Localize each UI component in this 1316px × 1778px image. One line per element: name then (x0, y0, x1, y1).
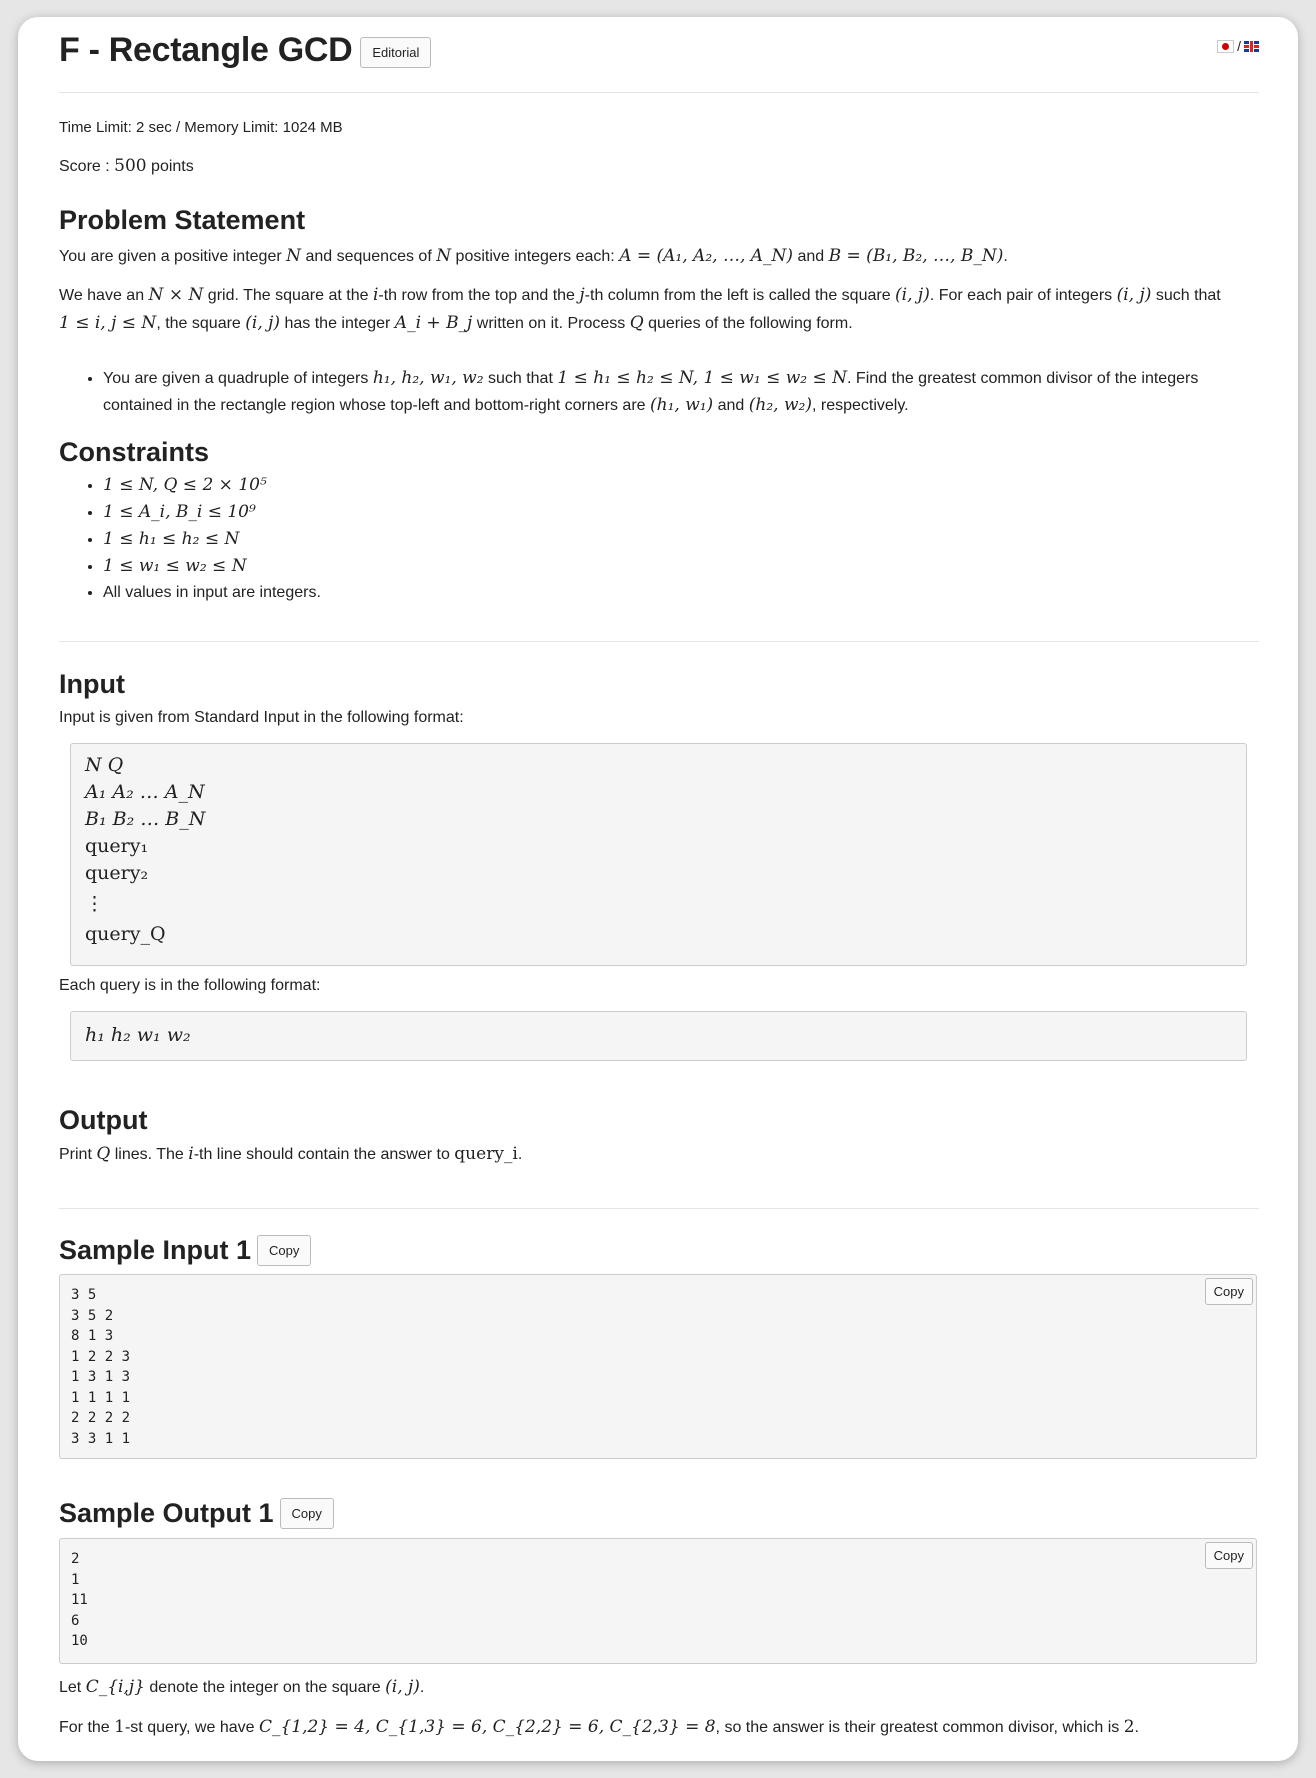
statement-text: . (1003, 248, 1008, 265)
math: N × N (148, 285, 204, 305)
sample-line: 11 (71, 1592, 88, 1608)
sample-line: 6 (71, 1612, 80, 1629)
math: 1 ≤ w₁ ≤ w₂ ≤ N (103, 556, 247, 576)
constraints-list (59, 472, 321, 606)
list-item (103, 365, 1263, 419)
page-title: F - Rectangle GCD (59, 31, 353, 69)
input-heading: Input (59, 669, 125, 699)
sample-input-1-heading: Sample Input 1 (59, 1235, 252, 1265)
score-label: Score : (59, 158, 110, 175)
statement-text: , the square (156, 315, 246, 332)
math: j (579, 285, 585, 305)
sample-line: 3 5 (71, 1287, 97, 1303)
sample-input-1-text (71, 1285, 130, 1449)
constraint-text: All values in input are integers. (103, 584, 321, 601)
explanation-text: -st query, we have (124, 1719, 259, 1736)
math: i (188, 1144, 194, 1164)
title-row (59, 31, 431, 70)
statement-text: has the integer (280, 315, 395, 332)
statement-text: We have an (59, 287, 149, 304)
sample-input-1-header (59, 1235, 311, 1266)
math: 1 ≤ i, j ≤ N (59, 313, 157, 333)
divider (59, 641, 1259, 642)
explanation-text: . (419, 1679, 425, 1696)
math: C_{1,2} = 4, C_{1,3} = 6, C_{2,2} = 6, C_{2,3} = 8 (258, 1717, 716, 1737)
lang-separator: / (1237, 38, 1241, 54)
math: Q (96, 1144, 111, 1164)
japanese-flag-icon[interactable] (1217, 40, 1234, 53)
statement-text: , respectively. (811, 397, 909, 414)
score-unit: points (151, 158, 194, 175)
statement-paragraph-2b (59, 309, 1259, 338)
math: C_{i,j} (85, 1677, 145, 1697)
format-line: query₂ (85, 862, 149, 884)
statement-text: and (793, 248, 829, 265)
statement-text: -th row from the top and the (378, 287, 580, 304)
math: (i, j) (1116, 285, 1152, 305)
limits-text: Time Limit: 2 sec / Memory Limit: 1024 MB (59, 119, 343, 136)
math: h₁, h₂, w₁, w₂ (372, 368, 484, 388)
sample-line: 8 1 3 (71, 1328, 114, 1344)
english-flag-icon[interactable] (1244, 41, 1259, 52)
input-intro: Input is given from Standard Input in the following format: (59, 709, 464, 726)
format-line: query₁ (85, 835, 149, 857)
explanation-line-1 (59, 1673, 424, 1702)
statement-text: and (713, 397, 749, 414)
math: (h₁, w₁) (649, 395, 714, 415)
editorial-button[interactable]: Editorial (360, 37, 431, 68)
sample-output-1-box[interactable] (59, 1538, 1257, 1664)
sample-line: 1 1 1 1 (71, 1389, 131, 1406)
statement-text: . Find the greatest common divisor of the integers (847, 370, 1199, 387)
query-intro: Each query is in the following format: (59, 977, 321, 994)
sample-line: 1 (71, 1571, 80, 1588)
output-text-part: . (517, 1146, 523, 1163)
sample-output-1-box-copy-button[interactable]: Copy (1205, 1542, 1253, 1569)
math: 1 (114, 1717, 125, 1737)
sample-input-1-box[interactable] (59, 1274, 1257, 1459)
explanation-line-2 (59, 1713, 1139, 1742)
constraints-heading: Constraints (59, 437, 210, 467)
math: N (286, 246, 301, 266)
statement-text: positive integers each: (451, 248, 620, 265)
sample-output-1-header (59, 1498, 334, 1529)
output-text-part: -th line should contain the answer to (193, 1146, 455, 1163)
statement-text: contained in the rectangle region whose top-left and bottom-right corners are (103, 397, 650, 414)
format-line: query_Q (85, 923, 166, 945)
sample-output-1-copy-button[interactable]: Copy (280, 1498, 334, 1529)
sample-line: 1 3 1 3 (71, 1369, 131, 1385)
math: A = (A₁, A₂, …, A_N) (619, 246, 794, 266)
explanation-text: . (1134, 1719, 1139, 1736)
query-format: h₁ h₂ w₁ w₂ (85, 1024, 191, 1046)
math: Q (629, 313, 644, 333)
format-line: A₁ A₂ … A_N (85, 781, 205, 803)
list-item (103, 580, 321, 606)
output-text-part: Print (59, 1146, 97, 1163)
math: i (372, 285, 379, 305)
statement-text: written on it. Process (472, 315, 630, 332)
divider (59, 1208, 1259, 1209)
math: B = (B₁, B₂, …, B_N) (828, 246, 1004, 266)
sample-line: 10 (71, 1633, 88, 1649)
query-description-list (59, 365, 1263, 419)
output-heading: Output (59, 1105, 148, 1135)
score-line (59, 152, 194, 181)
math: query_i (454, 1144, 518, 1164)
divider (59, 92, 1259, 93)
sample-line: 3 5 2 (71, 1307, 114, 1324)
format-line: B₁ B₂ … B_N (85, 808, 206, 830)
format-line: N Q (85, 754, 124, 776)
sample-input-1-box-copy-button[interactable]: Copy (1205, 1278, 1253, 1305)
math: A_i + B_j (394, 313, 473, 333)
input-format-box (70, 743, 1247, 966)
explanation-text: denote the integer on the square (144, 1679, 386, 1696)
math: 2 (1123, 1717, 1135, 1737)
output-text-part: lines. The (110, 1146, 189, 1163)
format-line: ⋮ (85, 893, 104, 915)
statement-paragraph-2a (59, 281, 1259, 310)
sample-output-1-heading: Sample Output 1 (59, 1498, 274, 1528)
sample-output-1-text (71, 1549, 88, 1652)
statement-paragraph-1 (59, 242, 1259, 271)
statement-text: such that (1151, 287, 1221, 304)
math: (i, j) (245, 313, 281, 333)
list-item (103, 526, 321, 553)
math: (h₂, w₂) (748, 395, 812, 415)
math: 1 ≤ A_i, B_i ≤ 10⁹ (103, 502, 256, 522)
sample-line: 2 2 2 2 (71, 1410, 131, 1426)
explanation-text: For the (59, 1719, 115, 1736)
explanation-text: Let (59, 1679, 86, 1696)
score-value: 500 (114, 156, 147, 176)
statement-text: You are given a positive integer (59, 248, 287, 265)
statement-heading: Problem Statement (59, 205, 306, 235)
math: 1 ≤ h₁ ≤ h₂ ≤ N (103, 529, 240, 549)
sample-input-1-copy-button[interactable]: Copy (257, 1235, 311, 1266)
output-text (59, 1140, 522, 1169)
list-item (103, 553, 321, 580)
sample-line: 3 3 1 1 (71, 1430, 131, 1447)
statement-text: . For each pair of integers (929, 287, 1117, 304)
statement-text: queries of the following form. (643, 315, 853, 332)
list-item (103, 499, 321, 526)
statement-text: and sequences of (301, 248, 437, 265)
math: (i, j) (385, 1677, 420, 1697)
language-switcher (1217, 38, 1259, 54)
list-item (103, 472, 321, 499)
problem-card (18, 17, 1298, 1761)
math: N (436, 246, 452, 266)
sample-line: 2 (71, 1551, 80, 1567)
statement-text: -th column from the left is called the square (584, 287, 896, 304)
math: 1 ≤ h₁ ≤ h₂ ≤ N, 1 ≤ w₁ ≤ w₂ ≤ N (557, 368, 848, 388)
statement-text: grid. The square at the (203, 287, 373, 304)
math: (i, j) (895, 285, 930, 305)
statement-text: such that (483, 370, 558, 387)
sample-line: 1 2 2 3 (71, 1348, 131, 1365)
explanation-text: , so the answer is their greatest common divisor, which is (715, 1719, 1124, 1736)
math: 1 ≤ N, Q ≤ 2 × 10⁵ (103, 475, 267, 495)
statement-text: You are given a quadruple of integers (103, 370, 373, 387)
query-format-box (70, 1011, 1247, 1061)
